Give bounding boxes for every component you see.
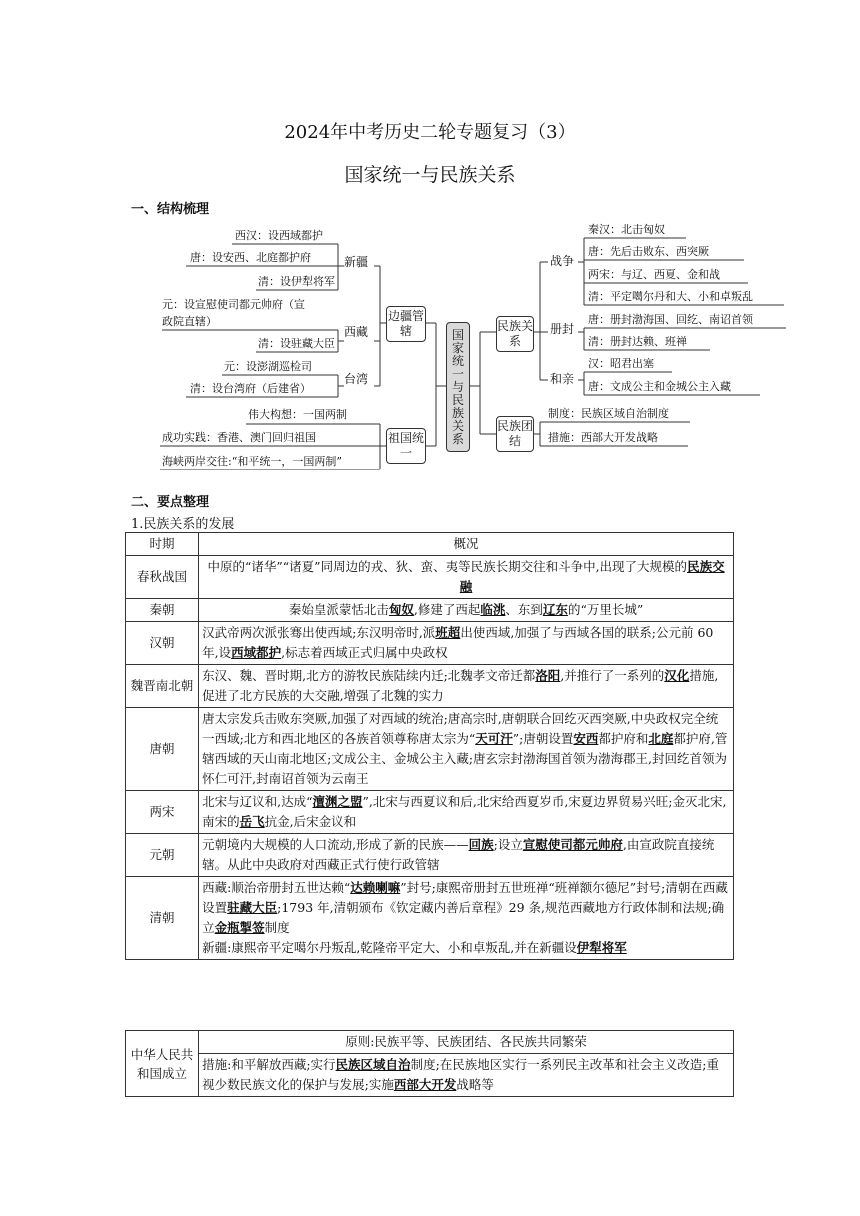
content-cell: 元朝境内大规模的人口流动,形成了新的民族——回族;设立宣慰使司都元帅府,由宣政院直接统辖。从此中央政府对西藏正式行使行政管辖 — [199, 834, 734, 877]
xizang-item: 政院直辖） — [162, 315, 217, 328]
period-cell: 中华人民共和国成立 — [126, 1031, 199, 1097]
war-item: 秦汉：北击匈奴 — [588, 223, 665, 236]
heqin-label: 和亲 — [550, 372, 575, 386]
table-header-row — [126, 533, 734, 556]
reunify-item: 成功实践：香港、澳门回归祖国 — [162, 431, 316, 444]
content-cell: 秦始皇派蒙恬北击匈奴,修建了西起临洮、东到辽东的“万里长城” — [199, 599, 734, 622]
table-header: 概况 — [199, 533, 734, 556]
period-cell: 元朝 — [126, 834, 199, 877]
border-governance-node: 边疆管辖 — [386, 306, 426, 342]
xizang-label: 西藏 — [344, 325, 369, 339]
xinjiang-label: 新疆 — [344, 255, 369, 269]
reunify-item: 海峡两岸交往:“和平统一，一国两制” — [162, 455, 342, 468]
xinjiang-item: 西汉：设西域都护 — [235, 229, 323, 242]
period-cell: 秦朝 — [126, 599, 199, 622]
war-item: 清：平定噶尔丹和大、小和卓叛乱 — [588, 290, 753, 303]
page-title: 2024年中考历史二轮专题复习（3） — [284, 122, 576, 143]
subsection-title: 1.民族关系的发展 — [131, 517, 235, 532]
section-heading-structure: 一、结构梳理 — [131, 202, 210, 217]
period-cell: 两宋 — [126, 791, 199, 834]
content-cell: 唐太宗发兵击败东突厥,加强了对西域的统治;唐高宗时,唐朝联合回纥灭西突厥,中央政权完全统一西域;北方和西北地区的各族首领尊称唐太宗为“天可汗”;唐朝设置安西都护府和北庭都护府,管辖西域的天山南北地区;文成公主、金城公主入藏;唐玄宗封渤海国首领为渤海郡王,封回纥首领为怀仁可汗,封南诏首领为云南王 — [199, 708, 734, 791]
content-cell: 东汉、魏、晋时期,北方的游牧民族陆续内迁;北魏孝文帝迁都洛阳,并推行了一系列的汉化措施,促进了北方民族的大交融,增强了北魏的实力 — [199, 665, 734, 708]
table-row — [126, 599, 734, 622]
section-heading-keypoints: 二、要点整理 — [131, 495, 210, 510]
content-cell: 西藏:顺治帝册封五世达赖“达赖喇嘛”封号;康熙帝册封五世班禅“班禅额尔德尼”封号;清朝在西藏设置驻藏大臣;1793 年,清朝颁布《钦定藏内善后章程》29 条,规范西藏地方行政体制和法规;确立金瓶掣签制度 新疆:康熙帝平定噶尔丹叛乱,乾隆帝平定大、小和卓叛乱,并在新疆设伊犁将军 — [199, 877, 734, 960]
table-row — [126, 877, 734, 960]
xinjiang-item: 清：设伊犁将军 — [258, 275, 335, 288]
unity-item: 措施：西部大开发战略 — [548, 431, 658, 444]
war-item: 唐：先后击败东、西突厥 — [588, 245, 709, 258]
unity-item: 制度：民族区域自治制度 — [548, 407, 669, 420]
mind-map-connectors — [0, 0, 860, 470]
enfeoff-item: 唐：册封渤海国、回纥、南诏首领 — [588, 313, 753, 326]
heqin-item: 唐：文成公主和金城公主入藏 — [588, 380, 731, 393]
prc-policy-table — [125, 1030, 734, 1097]
period-cell: 唐朝 — [126, 708, 199, 791]
table-row — [126, 556, 734, 599]
heqin-item: 汉：昭君出塞 — [588, 357, 654, 370]
enfeoff-item: 清：册封达赖、班禅 — [588, 335, 687, 348]
taiwan-item: 元：设澎湖巡检司 — [224, 360, 312, 373]
reunify-item: 伟大构想：一国两制 — [248, 408, 347, 421]
ethnic-relations-table — [125, 532, 734, 960]
period-cell: 汉朝 — [126, 622, 199, 665]
enfeoff-label: 册封 — [550, 322, 575, 336]
content-cell: 北宋与辽议和,达成“澶渊之盟”,北宋与西夏议和后,北宋给西夏岁币,宋夏边界贸易兴旺;金灭北宋,南宋的岳飞抗金,后宋金议和 — [199, 791, 734, 834]
mind-map-center: 国家统一与民族关系 — [446, 322, 470, 452]
war-label: 战争 — [550, 254, 575, 268]
period-cell: 春秋战国 — [126, 556, 199, 599]
content-cell: 中原的“诸华”“诸夏”同周边的戎、狄、蛮、夷等民族长期交往和斗争中,出现了大规模的民族交融 — [199, 556, 734, 599]
principle-cell: 原则:民族平等、民族团结、各民族共同繁荣 — [199, 1031, 734, 1054]
measures-cell: 措施:和平解放西藏;实行民族区域自治制度;在民族地区实行一系列民主改革和社会主义改造;重视少数民族文化的保护与发展;实施西部大开发战略等 — [199, 1054, 734, 1097]
reunification-node: 祖国统一 — [386, 428, 426, 464]
table-row — [126, 834, 734, 877]
table-row — [126, 708, 734, 791]
table-row — [126, 791, 734, 834]
war-item: 两宋：与辽、西夏、金和战 — [588, 268, 720, 281]
xizang-item: 清：设驻藏大臣 — [258, 337, 335, 350]
ethnic-unity-node: 民族团结 — [496, 416, 534, 452]
table-row — [126, 622, 734, 665]
taiwan-item: 清：设台湾府（后建省） — [190, 382, 311, 395]
period-cell: 魏晋南北朝 — [126, 665, 199, 708]
period-cell: 清朝 — [126, 877, 199, 960]
taiwan-label: 台湾 — [344, 372, 369, 386]
content-cell: 汉武帝两次派张骞出使西域;东汉明帝时,派班超出使西域,加强了与西域各国的联系;公元前 60 年,设西域都护,标志着西域正式归属中央政权 — [199, 622, 734, 665]
xizang-item: 元：设宣慰使司都元帅府（宣 — [162, 298, 305, 311]
table-header: 时期 — [126, 533, 199, 556]
page-subtitle: 国家统一与民族关系 — [344, 164, 516, 186]
table-row — [126, 1031, 734, 1054]
table-row — [126, 1054, 734, 1097]
ethnic-relations-node: 民族关系 — [496, 316, 534, 352]
table-row — [126, 665, 734, 708]
xinjiang-item: 唐：设安西、北庭都护府 — [190, 251, 311, 264]
